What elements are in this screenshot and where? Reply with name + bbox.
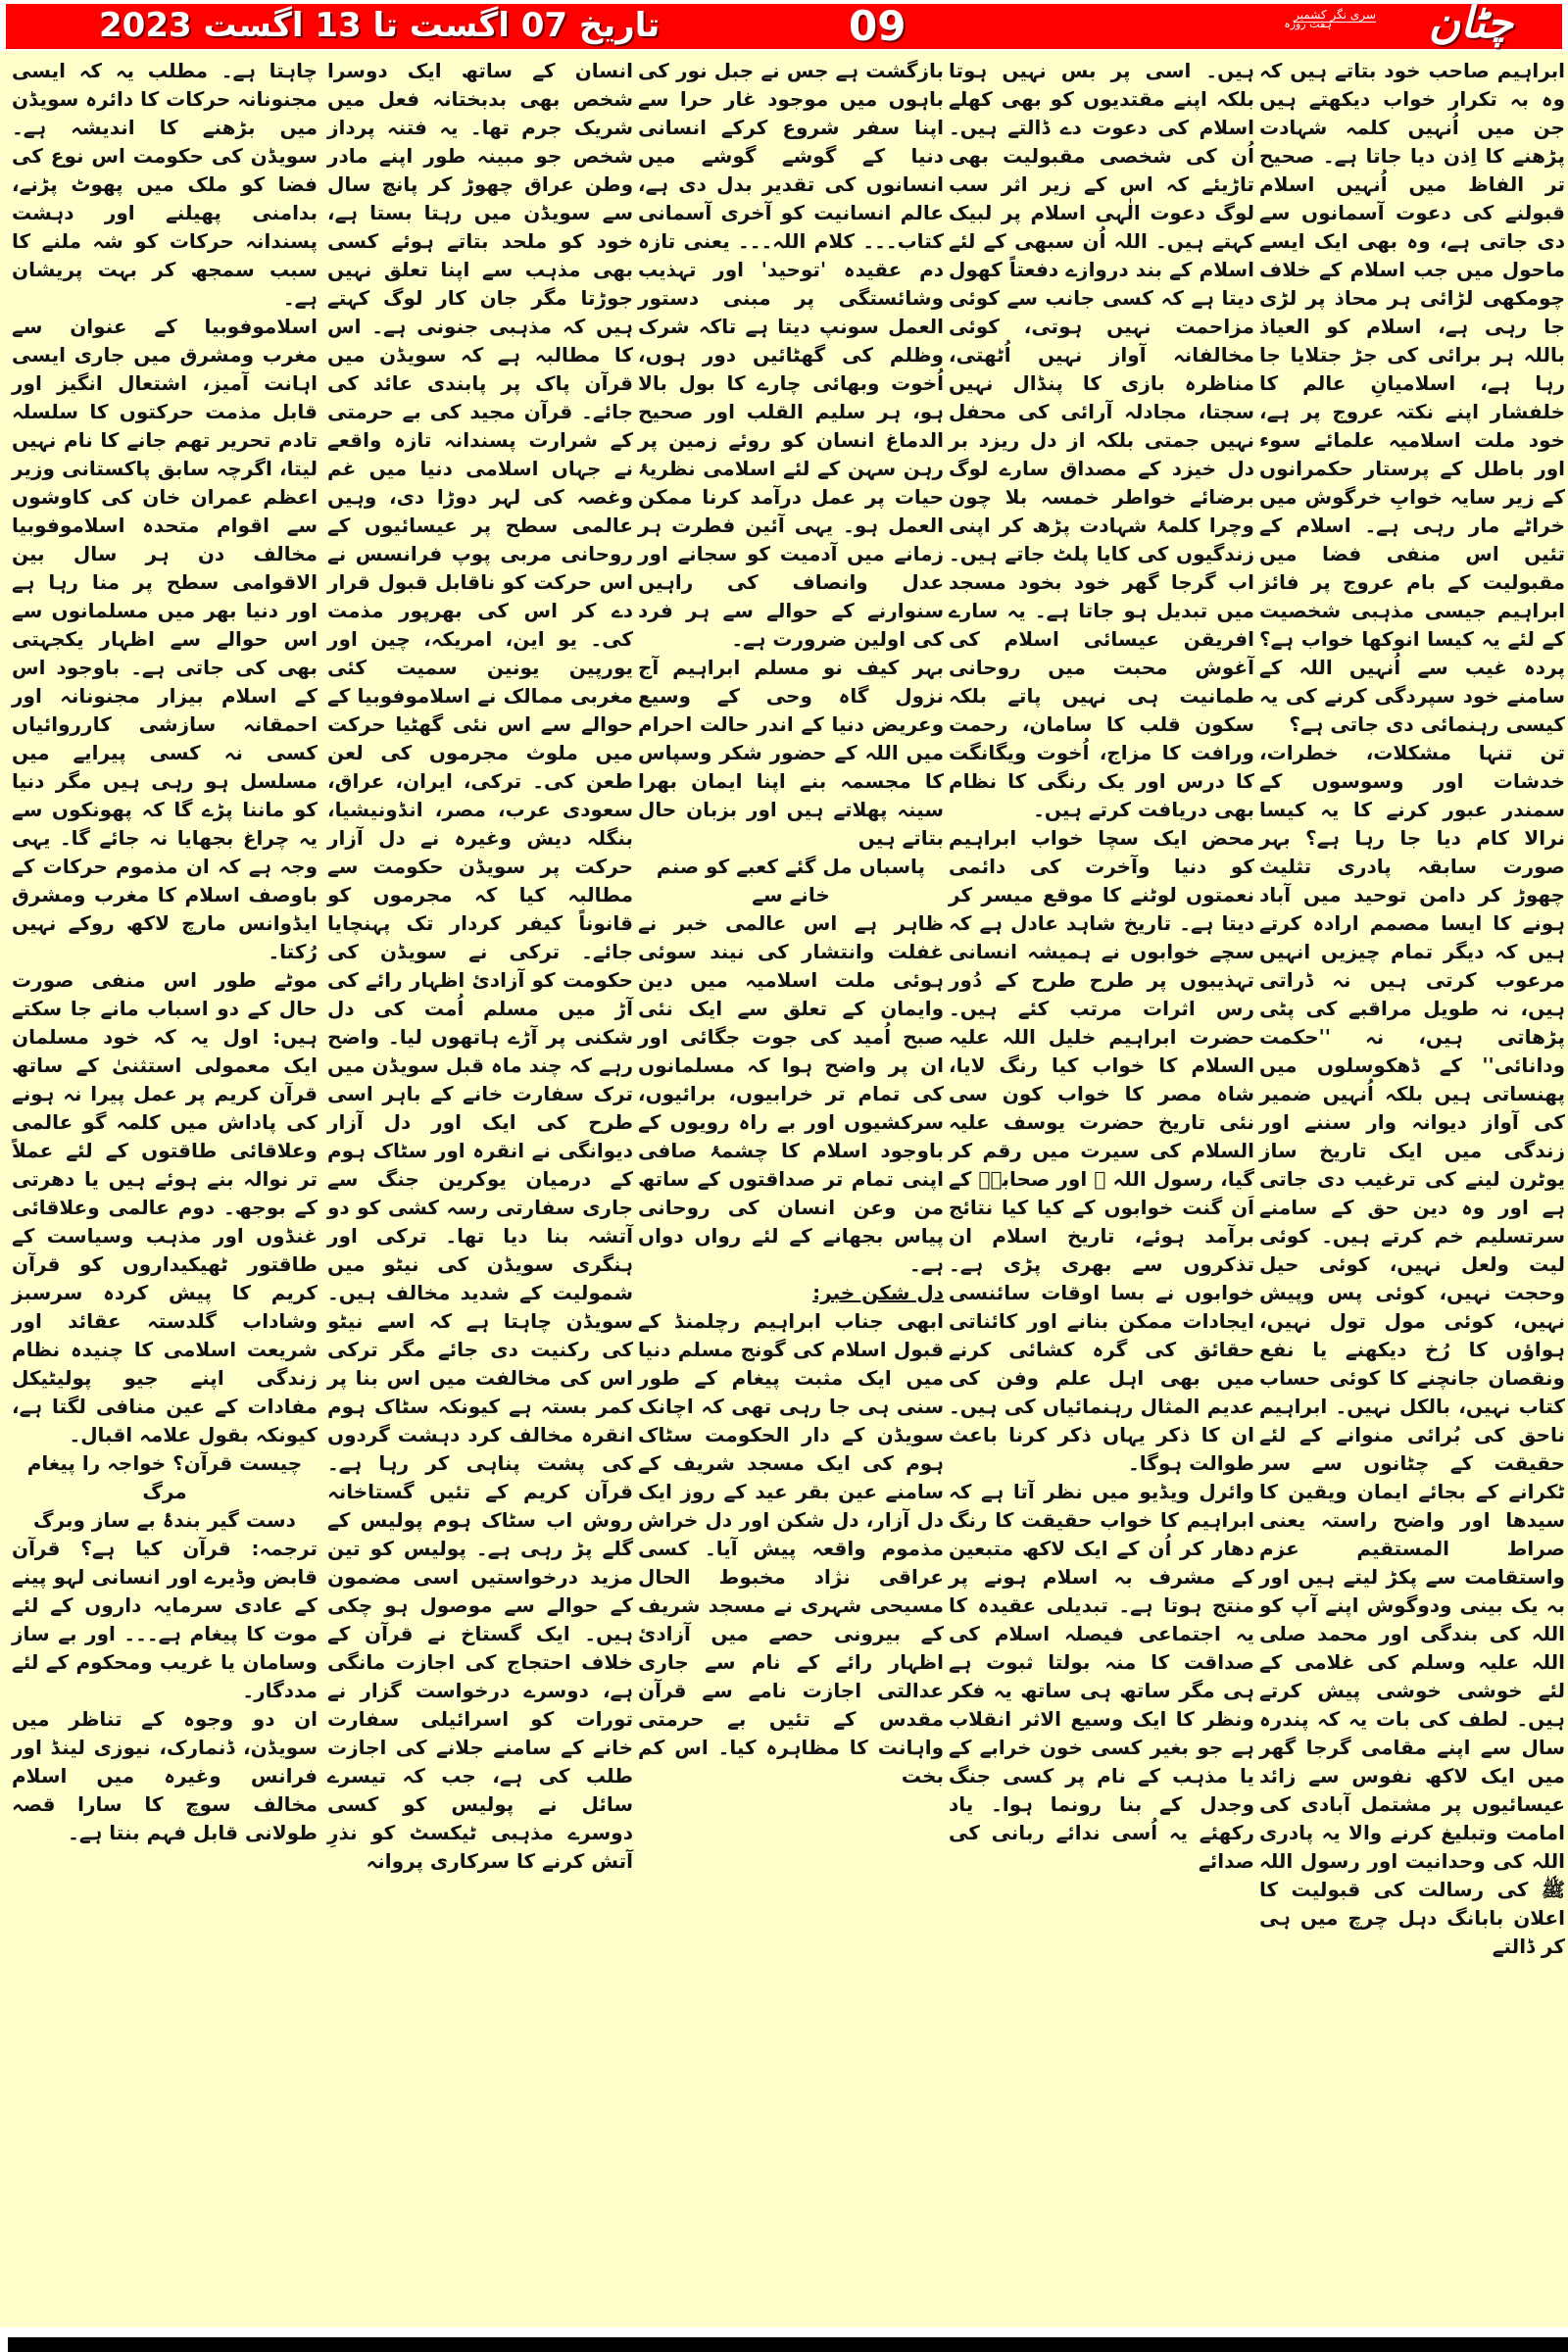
masthead-bar <box>6 0 1562 51</box>
logo-city: سری نگر کشمیر <box>1294 8 1376 22</box>
paragraph: بہر کیف نو مسلم ابراہیم آج نزول گاہ وحی کے وسیع وعریض دنیا کے اندر حالت احرام میں اللہ کے حضور شکر وسپاس کا مجسمہ بنے اپنا ایمان بھرا سینہ پھلاتے ہیں اور بزبان حال بتاتے ہیں <box>638 656 944 850</box>
paragraph: اسلاموفوبیا کے عنوان سے مغرب ومشرق میں جاری ایسی اہانت آمیز، اشتعال انگیز اور قابل مذمت حرکتوں کا سلسلہ تادم تحریر تھم جانے کا نام نہیں لیتا، اگرچہ سابق پاکستانی وزیر اعظم عمران خان کی کاوشوں سے اقوام متحدہ اسلاموفوبیا مخالف دن ہر سال بین الاقوامی سطح پر منا رہا ہے اور دنیا بھر میں مسلمانوں سے اس حوالے سے اظہار یکجہتی بھی کی جاتی ہے۔ باوجود اس کے اسلام بیزار مجنونانہ اور احمقانہ سازشی کارروائیاں کسی نہ کسی پیرایے میں مسلسل ہو رہی ہیں مگر دنیا کو ماننا پڑے گا کہ پھونکوں سے یہ چراغ بجھایا نہ جائے گا۔ یہی وجہ ہے کہ ان مذموم حرکات کے باوصف اسلام کا مغرب ومشرق ایڈوانس مارچ لاکھ روکے نہیں رُکتا۔ <box>12 315 318 963</box>
paragraph: چاہتا ہے۔ مطلب یہ کہ ایسی مجنونانہ حرکات کا دائرہ سویڈن میں بڑھنے کا اندیشہ ہے۔ سویڈن کی حکومت اس نوع کی فضا کو ملک میں پھوٹ پڑنے، بدامنی پھیلنے اور دہشت پسندانہ حرکات کو شہ ملنے کا سبب سمجھ کر بہت پریشان ہے۔ <box>12 59 318 310</box>
paragraph: ابھی جناب ابراہیم رچلمنڈ کے قبول اسلام کی گونج مسلم دنیا میں ایک مثبت پیغام کے طور سنی ہی جا رہی تھی کہ اچانک سویڈن کے دار الحکومت سٹاک ہوم کی ایک مسجد شریف کے سامنے عین بقر عید کے روز ایک دل آزار، دل شکن اور دل خراش مذموم واقعہ پیش آیا۔ کسی عراقی نژاد مخبوط الحال مسیحی شہری نے مسجد شریف کے بیرونی حصے میں آزادیٔ اظہار رائے کے نام سے جاری عدالتی اجازت نامے سے قرآن مقدس کے تئیں بے حرمتی واہانت کا مظاہرہ کیا۔ اس کم بخت <box>638 1309 944 1788</box>
page-number: 09 <box>849 2 906 50</box>
paragraph: موٹے طور اس منفی صورت حال کے دو اسباب مانے جا سکتے ہیں: اول یہ کہ خود مسلمان ایک معمولی استثنیٰ کے ساتھ قرآن کریم پر عمل پیرا نہ ہونے کی پاداش میں کلمہ گو عالمی وعلاقائی طاقتوں کے لئے عملاً تر نوالہ بنے ہوئے ہیں یا دھرتی کے بوجھ۔ دوم عالمی وعلاقائی غنڈوں اور مذہب وسیاست کے طاقتور ٹھیکیداروں کو قرآن کریم کا پیش کردہ سرسبز وشاداب گلدستہ عقائد اور شریعت اسلامی کا چنیدہ نظام زندگی اپنے جیو پولیٹیکل مفادات کے عین منافی لگتا ہے، کیونکہ بقول علامہ اقبال۔ <box>12 968 318 1446</box>
verse-line: چیست قرآن؟ خواجہ را پیغام مرگ <box>26 1451 303 1503</box>
paragraph: انسان کے ساتھ ایک دوسرا شخص بھی بدبختانہ فعل میں شریک جرم تھا۔ یہ فتنہ پرداز شخص جو مبینہ طور اپنے مادر وطن عراق چھوڑ کر پانچ سال سے سویڈن میں رہتا بستا ہے، خود کو ملحد بتاتے ہوئے کسی بھی مذہب سے اپنا تعلق نہیں جوڑتا مگر جان کار لوگ کہتے ہیں کہ مذہبی جنونی ہے۔ اس کا مطالبہ ہے کہ سویڈن میں قرآن پاک پر پابندی عائد کی جائے۔ قرآن مجید کی بے حرمتی کے شرارت پسندانہ تازہ واقعے نے جہاں اسلامی دنیا میں غم وغصہ کی لہر دوڑا دی، وہیں عالمی سطح پر عیسائیوں کے روحانی مربی پوپ فرانسس نے اس حرکت کو ناقابل قبول قرار دے کر اس کی بھرپور مذمت کی۔ یو این، امریکہ، چین اور یورپین یونین سمیت کئی مغربی ممالک نے اسلاموفوبیا کے حوالے سے اس نئی گھٹیا حرکت میں ملوث مجرموں کی لعن طعن کی۔ ترکی، ایران، عراق، سعودی عرب، مصر، انڈونیشیا، بنگلہ دیش وغیرہ نے دل آزار حرکت پر سویڈن حکومت سے مطالبہ کیا کہ مجرموں کو قانوناً کیفر کردار تک پہنچایا جائے۔ ترکی نے سویڈن کی حکومت کو آزادیٔ اظہار رائے کی آڑ میں مسلم اُمت کی دل شکنی پر آڑے ہاتھوں لیا۔ واضح رہے کہ چند ماہ قبل سویڈن میں ترک سفارت خانے کے باہر اسی طرح کی ایک اور دل آزار دیوانگی نے انقرہ اور سٹاک ہوم کے درمیان یوکرین جنگ سے جاری سفارتی رسہ کشی کو دو آتشہ بنا دیا تھا۔ ترکی اور ہنگری سویڈن کی نیٹو میں شمولیت کے شدید مخالف ہیں۔ سویڈن چاہتا ہے کہ اسے نیٹو کی رکنیت دی جائے مگر ترکی اس کی مخالفت میں اس بنا پر کمر بستہ ہے کیونکہ سٹاک ہوم انقرہ مخالف کرد دہشت گردوں کی پشت پناہی کر رہا ہے۔ قرآن کریم کے تئیں گستاخانہ روش اب سٹاک ہوم پولیس کے گلے پڑ رہی ہے۔ پولیس کو تین مزید درخواستیں اسی مضمون کے حوالے سے موصول ہو چکی ہیں۔ ایک گستاخ نے قرآن کے خلاف احتجاج کی اجازت مانگی ہے، دوسرے درخواست گزار نے تورات کو اسرائیلی سفارت خانے کے سامنے جلانے کی اجازت طلب کی ہے، جب کہ تیسرے سائل نے پولیس کو کسی دوسرے مذہبی ٹیکسٹ کو نذرِ آتش کرنے کا سرکاری پروانہ <box>327 59 633 1873</box>
paragraph: ترجمہ: قرآن کیا ہے؟ قرآن قابض وڈیرے اور انسانی لہو پینے کے عادی سرمایہ داروں کے لئے موت کا پیغام ہے۔۔۔ اور بے ساز وسامان یا غریب ومحکوم کے لئے مددگار۔ <box>12 1537 318 1702</box>
paragraph: وائرل ویڈیو میں نظر آتا ہے کہ ابراہیم کا خواب حقیقت کا رنگ دھار کر اُن کے ایک لاکھ متبعین کے مشرف بہ اسلام ہونے پر منتج ہوتا ہے۔ تبدیلی عقیدہ کا یہ اجتماعی فیصلہ اسلام کی صداقت کا منہ بولتا ثبوت ہے ہی مگر ساتھ ہی ساتھ یہ فکر ونظر کا ایک وسیع الاثر انقلاب ہے جو بغیر کسی خون خرابے کے یا مذہب کے نام پر کسی جنگ وجدل کے بنا رونما ہوا۔ یاد رکھئے یہ اُسی ندائے ربانی کی صدائے <box>949 1480 1254 1873</box>
paragraph: تن تنہا مشکلات، خطرات، خدشات اور وسوسوں کے سمندر عبور کرنے کا یہ کیسا نرالا کام دیا جا رہا ہے؟ بہر صورت سابقہ پادری تثلیث چھوڑ کر دامن توحید میں آباد ہونے کا ایسا مصمم ارادہ کرتے ہیں کہ دیگر تمام چیزیں انہیں مرعوب کرتی ہیں نہ ڈراتی ہیں، نہ طویل مراقبے کی پٹی پڑھاتی ہیں، نہ ''حکمت ودانائی'' کے ڈھکوسلوں میں پھنساتی ہیں بلکہ اُنہیں ضمیر کی آواز دیوانہ وار سننے اور زندگی میں ایک تاریخ ساز یوٹرن لینے کی ترغیب دی جاتی ہے اور وہ دین حق کے سامنے سرتسلیم خم کرتے ہیں۔ کوئی لیت ولعل نہیں، کوئی حیل وحجت نہیں، کوئی پس وپیش نہیں، کوئی مول تول نہیں، ہواؤں کا رُخ دیکھنے یا نفع ونقصان جانچنے کا کوئی حساب کتاب نہیں، بالکل نہیں۔ ابراہیم ناحق کی بُرائی منوانے کے لئے حقیقت کے چٹانوں سے سر ٹکرانے کے بجائے ایمان ویقین کا سیدھا اور واضح راستہ یعنی صراط المستقیم عزم واستقامت سے پکڑ لیتے ہیں اور بہ یک بینی ودوگوش اپنے آپ کو اللہ کی بندگی اور محمد صلی اللہ علیہ وسلم کی غلامی کے لئے خوشی خوشی پیش کرتے ہیں۔ لطف کی بات یہ کہ پندرہ سال سے اپنے مقامی گرجا گھر میں ایک لاکھ نفوس سے زائد عیسائیوں پر مشتمل آبادی کی امامت وتبلیغ کرنے والا یہ پادری اللہ کی وحدانیت اور رسول اللہ ﷺ کی رسالت کی قبولیت کا اعلان بابانگ دہل چرچ میں ہی کر ڈالتے <box>1259 741 1565 1958</box>
article-column-5 <box>12 57 318 1847</box>
paragraph: بازگشت ہے جس نے جبل نور کی باہوں میں موجود غار حرا سے اپنا سفر شروع کرکے انسانی دنیا کے گوشے گوشے میں انسانوں کی تقدیر بدل دی ہے، عالم انسانیت کو آخری آسمانی کتاب۔۔۔ کلام اللہ۔۔۔ یعنی تازہ دم عقیدہ 'توحید' اور تہذیب وشائستگی پر مبنی دستور العمل سونپ دیتا ہے تاکہ شرک وظلم کی گھٹائیں دور ہوں، اُخوت وبھائی چارے کا بول بالا ہو، ہر سلیم القلب اور صحیح الدماغ انسان کو روئے زمین پر رہن سہن کے لئے اسلامی نظریۂ حیات پر عمل درآمد کرنا ممکن العمل ہو۔ یہی آئین فطرت ہر زمانے میں آدمیت کو سجانے اور عدل وانصاف کی راہیں سنوارنے کے حوالے سے ہر فرد کی اولین ضرورت ہے۔ <box>638 59 944 651</box>
article-column-1 <box>1259 57 1565 1961</box>
footer-bar <box>8 2337 1568 2352</box>
article-column-4 <box>327 57 633 1876</box>
paragraph: ان دو وجوہ کے تناظر میں سویڈن، ڈنمارک، نیوزی لینڈ اور فرانس وغیرہ میں اسلام مخالف سوچ کا سارا قصہ طولانی قابل فہم بنتا ہے۔ <box>12 1707 318 1844</box>
logo-name: چٹان <box>1428 0 1513 48</box>
article-column-3 <box>638 57 944 1790</box>
newspaper-logo <box>1219 0 1543 49</box>
subheading: دل شکن خبر: <box>812 1281 944 1304</box>
verse-line: پاسباں مل گئے کعبے کو صنم خانے سے <box>656 855 926 906</box>
issue-date: تاریخ 07 اگست تا 13 اگست 2023 <box>99 6 661 45</box>
paragraph: ظاہر ہے اس عالمی خبر نے غفلت وانتشار کی نیند سوئی ہوئی ملت اسلامیہ میں دین وایمان کے تعلق سے ایک نئی صبح اُمید کی جوت جگائی اور ان پر واضح ہوا کہ مسلمانوں کی تمام تر خرابیوں، برائیوں، سرکشیوں اور بے راہ رویوں کے باوجود اسلام کا چشمۂ صافی اپنی تمام تر صداقتوں کے ساتھ من وعن انسان کی روحانی پیاس بجھانے کے لئے رواں دواں ہے۔ <box>638 911 944 1276</box>
paragraph: محض ایک سچا خواب ابراہیم کو دنیا وآخرت کی دائمی نعمتوں لوٹنے کا موقع میسر کر دیتا ہے۔ تاریخ شاہد عادل ہے کہ سچے خوابوں نے ہمیشہ انسانی تہذیبوں پر طرح طرح کے دُور رس اثرات مرتب کئے ہیں۔ حضرت ابراہیم خلیل اللہ علیہ السلام کا خواب کیا رنگ لایا، شاہ مصر کا خواب کون سی نئی تاریخ حضرت یوسف علیہ السلام کی سیرت میں رقم کر گیا، رسول اللہ ﷺ اور صحابہؓ کے اَن گنت خوابوں کے کیا کیا نتائج برآمد ہوئے، تاریخ اسلام ان تذکروں سے بھری پڑی ہے۔ خوابوں نے بسا اوقات سائنسی ایجادات ممکن بنانے اور کائناتی حقائق کی گرہ کشائی کرنے میں بھی اہل علم وفن کی عدیم المثال رہنمائیاں کی ہیں۔ ان کا ذکر یہاں ذکر کرنا باعث طوالت ہوگا۔ <box>949 826 1254 1475</box>
paragraph: ابراہیم صاحب خود بتاتے ہیں کہ وہ بہ تکرار خواب دیکھتے ہیں جن میں اُنہیں کلمہ شہادت پڑھنے کا اِذن دیا جاتا ہے۔ صحیح تر الفاظ میں اُنہیں اسلام قبولنے کی دعوت آسمانوں سے دی جاتی ہے، وہ بھی ایک ایسے ماحول میں جب اسلام کے خلاف چومکھی لڑائی ہر محاذ پر لڑی جا رہی ہے، اسلام کو العیاذ باللہ ہر برائی کی جڑ جتلایا جا رہا ہے، اسلامیانِ عالم کا خلفشار اپنے نکتہ عروج پر ہے، خود ملت اسلامیہ علمائے سوء اور باطل کے پرستار حکمرانوں کے زیر سایہ خوابِ خرگوش میں خراٹے مار رہی ہے۔ اسلام کے تئیں اس منفی فضا میں مقبولیت کے بام عروج پر فائز ابراہیم جیسی مذہبی شخصیت کے لئے یہ کیسا انوکھا خواب ہے؟ پردہ غیب سے اُنہیں اللہ کے سامنے خود سپردگی کرنے کی یہ کیسی رہنمائی دی جاتی ہے؟ <box>1259 59 1565 736</box>
article-column-2 <box>949 57 1254 1876</box>
logo-frequency: ہفت روزہ <box>1284 18 1332 30</box>
paragraph: ہیں۔ اسی پر بس نہیں ہوتا بلکہ اپنے مقتدیوں کو بھی کھلے اسلام کی دعوت دے ڈالتے ہیں۔ اُن کی شخصی مقبولیت بھی تاڑیئے کہ اس کے زیر اثر سب لوگ دعوت الٰہی اسلام پر لبیک کہتے ہیں۔ اللہ اُن سبھی کے لئے اسلام کے بند دروازے دفعتاً کھول دیتا ہے کہ کسی جانب سے کوئی مزاحمت نہیں ہوتی، کوئی مخالفانہ آواز نہیں اُٹھتی، مناظرہ بازی کا پنڈال نہیں سجتا، مجادلہ آرائی کی محفل نہیں جمتی بلکہ از دل ریزد بر دل خیزد کے مصداق سارے لوگ برضائے خواطر خمسہ بلا چون وچرا کلمۂ شہادت پڑھ کر اپنی زندگیوں کی کایا پلٹ جاتے ہیں۔ اب گرجا گھر خود بخود مسجد میں تبدیل ہو جاتا ہے۔ یہ سارے افریقن عیسائی اسلام کی آغوش محبت میں روحانی طمانیت ہی نہیں پاتے بلکہ سکون قلب کا سامان، رحمت ورافت کا مزاج، اُخوت ویگانگت کا درس اور یک رنگی کا نظام بھی دریافت کرتے ہیں۔ <box>949 59 1254 821</box>
verse-line: دست گیر بندۂ بے ساز وبرگ <box>33 1508 296 1532</box>
